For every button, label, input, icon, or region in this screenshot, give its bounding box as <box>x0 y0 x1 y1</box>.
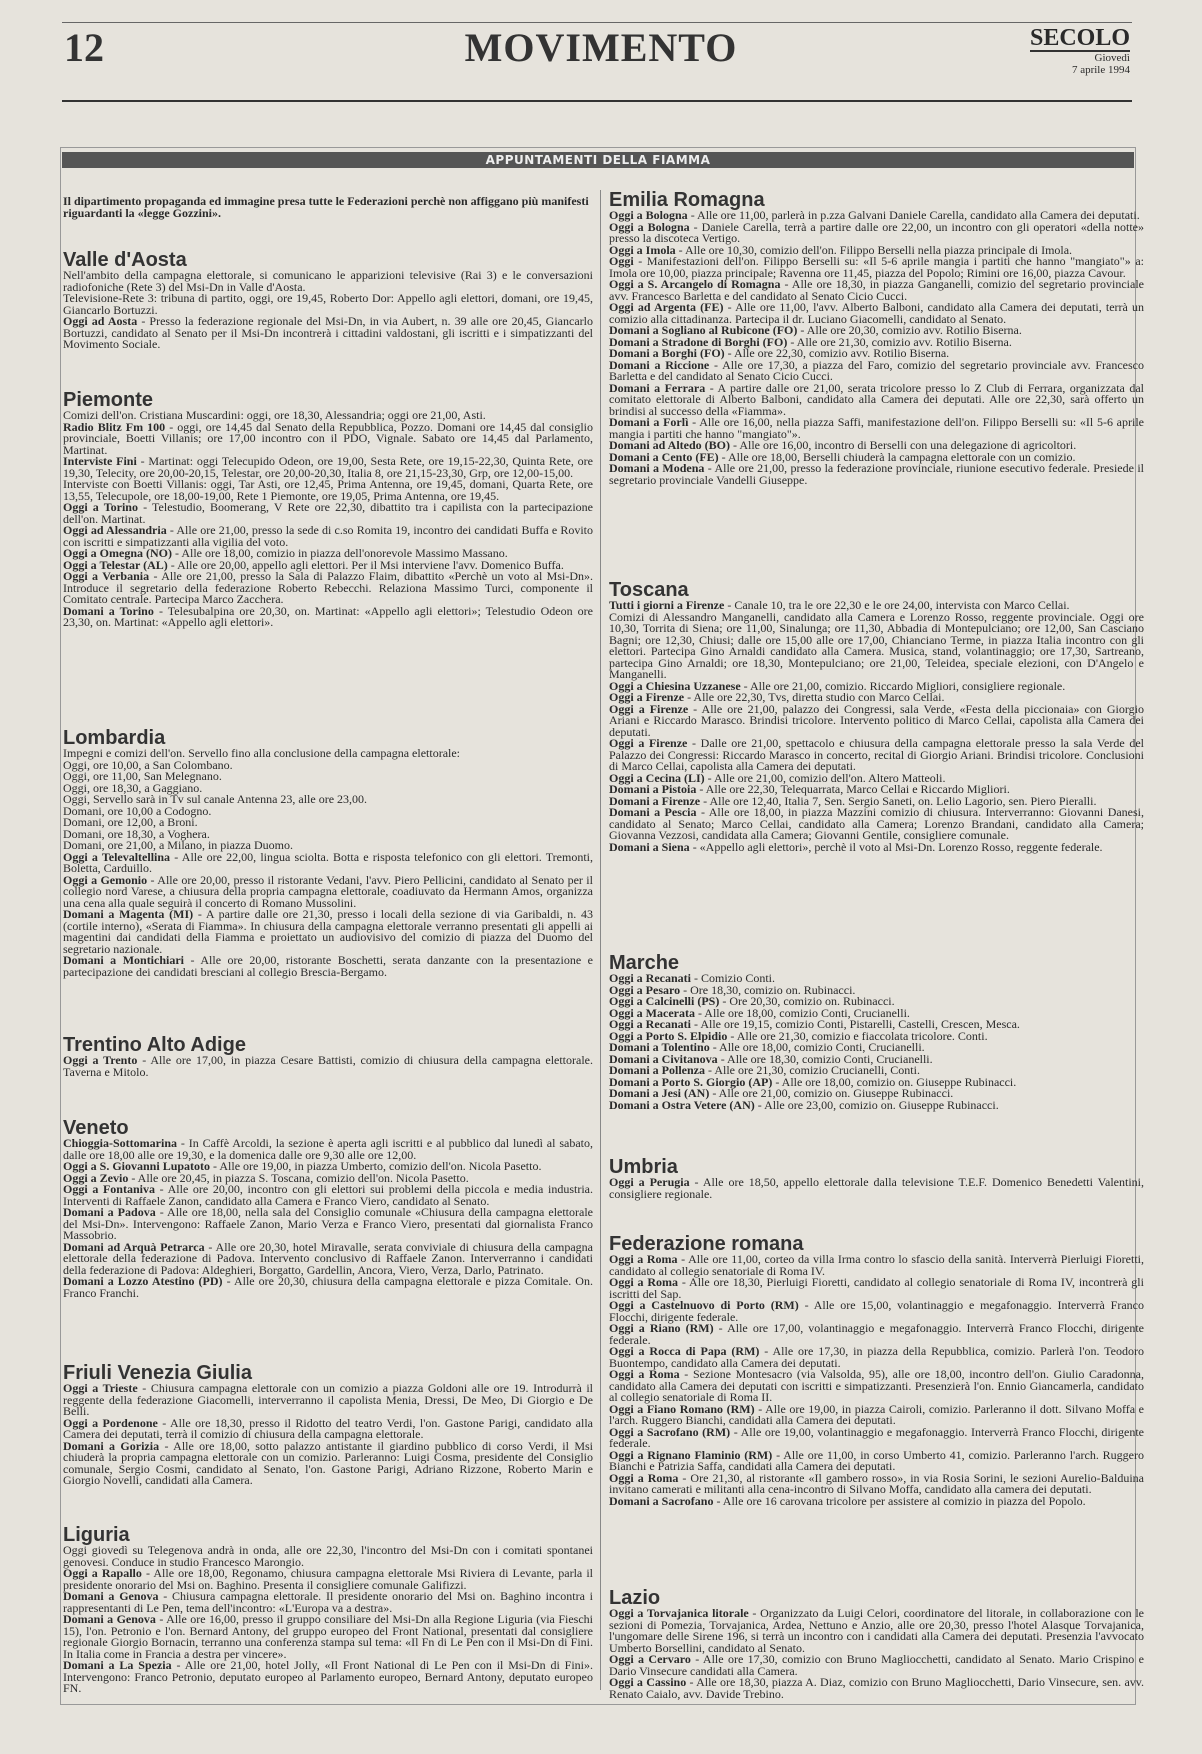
listing-lead: Domani a Padova <box>63 1205 156 1219</box>
listing-lead: Oggi a Chiesina Uzzanese <box>609 678 741 693</box>
masthead-day: Giovedì <box>1094 52 1130 64</box>
listing-entry: Oggi a Cervaro - Alle ore 17,30, comizio con Bruno Magliocchetti, candidato al Senato. Mario Crispino e Dario Vinsecure candidati alla Camera. <box>609 1652 1144 1678</box>
region-body <box>609 600 1144 853</box>
listing-lead: Domani a Jesi (AN) <box>609 1086 710 1100</box>
listing-lead: Domani a Forlì <box>609 415 689 429</box>
listing-entry: Oggi a Castelnuovo di Porto (RM) - Alle ore 15,00, volantinaggio e megafonaggio. Interverrà Franco Flocchi, dirigente federale. <box>609 1298 1144 1324</box>
region-lombardia <box>63 728 593 978</box>
listing-lead: Oggi a Pesaro <box>609 982 681 997</box>
region-lazio <box>609 1588 1144 1700</box>
listing-lead: Oggi a Trieste <box>63 1381 138 1395</box>
listing-entry: Oggi a Bologna - Alle ore 11,00, parlerà in p.zza Galvani Daniele Carella, candidato alla Camera dei deputati. <box>609 208 1140 222</box>
listing-lead: Oggi a Omegna (NO) <box>63 546 172 560</box>
region-trentino-alto-adige <box>63 1035 593 1078</box>
listing-entry: Domani, ore 10,00 a Codogno. <box>63 803 212 818</box>
listing-lead: Oggi a Gemonio <box>63 872 148 887</box>
region-title: Trentino Alto Adige <box>63 1034 246 1056</box>
listing-entry: Oggi a Torino - Telestudio, Boomerang, V Rete ore 22,30, dibattito tra i capilista con la partecipazione dell'on. Martinat. <box>63 500 594 526</box>
listing-lead: Domani a Torino <box>63 603 154 618</box>
listing-lead: Domani a Borghi (FO) <box>609 346 725 360</box>
listing-entry: Oggi a Riano (RM) - Alle ore 17,00, volantinaggio e megafonaggio. Interverrà Franco Flocchi, dirigente federale. <box>609 1321 1144 1347</box>
listing-entry: Oggi a Verbania - Alle ore 21,00, presso la Sala di Palazzo Flaim, dibattito «Perchè un voto al Msi-Dn». Introduce il segretario della federazione Roberto Rebecchi. Relaziona Massimo Turci, componente il Comitato centrale. Partecipa Marco Zacchera. <box>63 569 594 606</box>
listing-entry: Oggi a Fiano Romano (RM) - Alle ore 19,00, in piazza Cairoli, comizio. Parleranno il dott. Silvano Moffa e l'arch. Ruggero Bianchi, candidati alla Camera dei deputati. <box>609 1401 1144 1427</box>
region-friuli-venezia-giulia <box>63 1363 593 1487</box>
listing-entry: Domani a Sacrofano - Alle ore 16 carovana tricolore per assistere al comizio in piazza del Popolo. <box>609 1493 1086 1508</box>
listing-entry: Domani a Firenze - Alle ore 12,40, Italia 7, Sen. Sergio Saneti, on. Lelio Lagorio, sen. Piero Pieralli. <box>609 793 1097 808</box>
listing-lead: Oggi a Porto S. Elpidio <box>609 1028 728 1043</box>
listing-entry: Domani a Siena - «Appello agli elettori», perchè il voto al Msi-Dn. Lorenzo Rosso, reggente federale. <box>609 839 1103 854</box>
listing-entry: Oggi a Trento - Alle ore 17,00, in piazza Cesare Battisti, comizio di chiusura della campagna elettorale. Taverna e Mitolo. <box>63 1053 594 1079</box>
region-title: Marche <box>609 952 680 974</box>
listing-lead: Domani a Cento (FE) <box>609 449 719 464</box>
listing-entry: Chioggia-Sottomarina - In Caffè Arcoldi, la sezione è aperta agli iscritti e al pubblico dal lunedì al sabato, dalle ore 18,00 alle ore 19,30, e la domenica dalle ore 9,30 alle ore 12,00. <box>63 1136 593 1162</box>
masthead <box>1000 26 1130 76</box>
listing-entry: Oggi a Rignano Flaminio (RM) - Alle ore 11,00, in corso Umberto 41, comizio. Parleranno l'arch. Ruggero Bianchi e Patrizia Saffa, candidati alla Camera dei deputati. <box>609 1447 1144 1473</box>
listing-entry: Domani a Modena - Alle ore 21,00, presso la federazione provinciale, riunione esecutivo federale. Presiede il segretario provinciale Vandelli Giuseppe. <box>609 461 1144 487</box>
listing-lead: Oggi a Roma <box>609 1275 679 1289</box>
section-banner: APPUNTAMENTI DELLA FIAMMA <box>62 152 1134 168</box>
listing-entry: Domani a Riccione - Alle ore 17,30, a piazza del Faro, comizio del segretario provinciale avv. Francesco Barletta e del candidato al Senato Cicio Cucci. <box>609 357 1144 383</box>
listing-entry: Oggi a Bologna - Daniele Carella, terrà a partire dalle ore 22,00, un incontro con gli operatori «della notte» presso la discoteca Vertigo. <box>609 219 1144 245</box>
listing-entry: Domani a La Spezia - Alle ore 21,00, hotel Jolly, «Il Front National di Le Pen con il Msi-Dn di Fini». Intervengono: Franco Petronio, deputato europeo al Parlamento europeo, Bernard Antony, deputato europeo FN. <box>63 1658 593 1695</box>
listing-entry: Oggi a S. Arcangelo di Romagna - Alle ore 18,30, in piazza Ganganelli, comizio del segretario provinciale avv. Francesco Barletta e del candidato al Senato Cicio Cucci. <box>609 277 1144 303</box>
listing-entry: Radio Blitz Fm 100 - oggi, ore 14,45 dal Senato della Repubblica, Pozzo. Domani ore 14,45 dal consiglio provinciale, Boetti Villanis; ore 17,00 incontro con il PDO, Vignale. Sabato ore 14,45 dal Parlamento, Martinat. <box>63 419 593 457</box>
listing-entry: Comizi di Alessandro Manganelli, candidato alla Camera e Lorenzo Rosso, reggente provinciale. Oggi ore 10,30, Torrita di Siena; ore 11,00, Sinalunga; ore 11,30, Abbadia di Montepulciano; ore 12,00, San Casciano Bagni; ore 12,30, Chiusi; dalle ore 15,00 alle ore 17,00, Chianciano Terme, in piazza Italia incontro con gli elettori. Partecipa Gino Arnaldi candidato alla Camera. Musica, stand, volantinaggio; ore 17,30, Sartreano, partecipa Gino Arnaldi; ore 18,30, Montepulciano; ore 21,00, Teleidea, speciale elezioni, con D'Angelo e Manganelli. <box>609 609 1144 681</box>
region-title: Toscana <box>609 579 689 601</box>
listing-entry: Oggi a Torvajanica litorale - Organizzato da Luigi Celori, coordinatore del litorale, in collaborazione con le sezioni di Pomezia, Torvajanica, Ardea, Nettuno e Anzio, alle ore 20,30, presso l'hotel Alasque Torvajanica, l'ungomare delle Sirene 196, si terrà un incontro con i candidati alla Camera dei deputati. Presenzia l'avvocato Umberto Borsellini, candidato al Senato. <box>609 1606 1144 1655</box>
listing-entry: Oggi a Roma - Alle ore 18,30, Pierluigi Fioretti, candidato al collegio senatoriale di Roma IV, incontrerà gli iscritti del Sap. <box>609 1275 1144 1301</box>
region-body <box>63 1138 593 1299</box>
listing-lead: Oggi a Rapallo <box>63 1566 142 1580</box>
listing-lead: Tutti i giorni a Firenze <box>609 598 725 612</box>
listing-entry: Domani, ore 21,00, a Milano, in piazza Duomo. <box>63 838 293 852</box>
listing-lead: Oggi a Telestar (AL) <box>63 557 168 572</box>
listing-lead: Oggi a Fontaniva <box>63 1182 155 1196</box>
listing-entry: Oggi a Roma - Sezione Montesacro (via Valsolda, 95), alle ore 18,00, incontro dell'on. Giulio Caradonna, candidato alla Camera dei deputati con iscritti e simpatizzanti. Presenzierà l'on. Ennio Giancamerla, candidato al collegio senatoriale di Roma II. <box>609 1367 1144 1404</box>
region-toscana <box>609 580 1144 853</box>
listing-entry: Domani a Genova - Chiusura campagna elettorale. Il presidente onorario del Msi on. Baghino incontra i rappresentanti di Le Pen, tema dell'incontro: «L'Europa va a destra». <box>63 1589 593 1615</box>
listing-entry: Oggi a Cecina (LI) - Alle ore 21,00, comizio dell'on. Altero Matteoli. <box>609 770 946 785</box>
listing-entry: Oggi a Telestar (AL) - Alle ore 20,00, appello agli elettori. Per il Msi interviene l'avv. Domenico Buffa. <box>63 557 564 572</box>
region-body <box>63 1545 593 1695</box>
region-title: Emilia Romagna <box>609 189 765 211</box>
listing-entry: Oggi a Rocca di Papa (RM) - Alle ore 17,30, in piazza della Repubblica, comizio. Parlerà l'on. Teodoro Buontempo, candidato alla Camera dei deputati. <box>609 1344 1144 1370</box>
listing-entry: Oggi a Imola - Alle ore 10,30, comizio dell'on. Filippo Berselli nella piazza principale di Imola. <box>609 242 1073 257</box>
listing-entry: Domani a Tolentino - Alle ore 18,00, comizio Conti, Crucianelli. <box>609 1040 925 1054</box>
region-body <box>609 1177 1144 1200</box>
listing-entry: Oggi a Firenze - Alle ore 22,30, Tvs, diretta studio con Marco Cellai. <box>609 690 945 704</box>
listing-lead: Oggi a Roma <box>609 1470 679 1485</box>
listing-lead: Domani a Modena <box>609 461 705 475</box>
listing-lead: Oggi a Torino <box>63 500 138 514</box>
listing-entry: Oggi a Chiesina Uzzanese - Alle ore 21,00, comizio. Riccardo Migliori, consigliere regionale. <box>609 678 1066 693</box>
listing-lead: Domani a Ferrara <box>609 380 706 395</box>
listing-lead: Domani ad Arquà Petrarca <box>63 1239 205 1254</box>
region-liguria <box>63 1525 593 1695</box>
region-umbria <box>609 1157 1144 1200</box>
listing-lead: Oggi ad Aosta <box>63 314 138 328</box>
listing-entry: Domani a Pollenza - Alle ore 21,30, comizio Crucianelli, Conti. <box>609 1063 920 1077</box>
listing-entry: Domani a Padova - Alle ore 18,00, nella sala del Consiglio comunale «Chiusura della campagna elettorale del Msi-Dn». Intervengono: Raffaele Zanon, Mario Verza e Franco Viero, presentati dal giornalista Franco Massobrio. <box>63 1205 593 1242</box>
region-body <box>63 270 593 351</box>
region-body <box>609 210 1144 486</box>
region-title: Lazio <box>609 1587 661 1609</box>
listing-entry: Oggi a Televaltellina - Alle ore 22,00, lingua sciolta. Botta e risposta telefonico con gli elettori. Tremonti, Boletta, Carduillo. <box>63 849 594 875</box>
listing-entry: Impegni e comizi dell'on. Servello fino alla conclusione della campagna elettorale: <box>63 746 461 760</box>
listing-lead: Oggi a Rocca di Papa (RM) <box>609 1344 760 1358</box>
listing-entry: Domani a Lozzo Atestino (PD) - Alle ore 20,30, chiusura della campagna elettorale e pizza Comitale. On. Franco Franchi. <box>63 1274 593 1300</box>
region-body <box>63 1383 593 1487</box>
listing-lead: Oggi a S. Arcangelo di Romagna <box>609 277 781 291</box>
region-title: Lombardia <box>63 727 166 749</box>
listing-entry: Oggi a Roma - Alle ore 11,00, corteo da villa Irma contro lo sfascio della sanità. Interverrà Pierluigi Fioretti, candidato al collegio senatoriale di Roma IV. <box>609 1252 1144 1278</box>
listing-lead: Oggi a Rignano Flaminio (RM) <box>609 1447 773 1462</box>
listing-entry: Oggi a Calcinelli (PS) - Ore 20,30, comizio on. Rubinacci. <box>609 994 895 1008</box>
region-body <box>609 1608 1144 1700</box>
region-body <box>63 748 593 978</box>
listing-lead: Domani a La Spezia <box>63 1658 172 1672</box>
listing-lead: Oggi a Bologna <box>609 208 688 222</box>
listing-entry: Oggi ad Argenta (FE) - Alle ore 11,00, l'avv. Alberto Balboni, candidato alla Camera dei deputati, terrà un comizio alla cittadinanza. Partecipa il dr. Luciano Giacomelli, candidato al Senato. <box>609 300 1145 326</box>
listing-entry: Domani ad Altedo (BO) - Alle ore 16,00, incontro di Berselli con una delegazione di agricoltori. <box>609 438 1077 452</box>
listing-lead: Domani a Stradone di Borghi (FO) <box>609 334 788 349</box>
listing-entry: Oggi giovedì su Telegenova andrà in onda, alle ore 22,30, l'incontro del Msi-Dn con i comitati spontanei genovesi. Conduce in studio Francesco Marongio. <box>63 1543 593 1569</box>
listing-entry: Oggi, ore 11,00, San Melegnano. <box>63 769 222 783</box>
listing-lead: Oggi a Pordenone <box>63 1415 158 1430</box>
listing-entry: Oggi, Servello sarà in Tv sul canale Antenna 23, alle ore 23,00. <box>63 792 368 806</box>
listing-lead: Domani a Lozzo Atestino (PD) <box>63 1274 223 1288</box>
listing-entry: Domani, ore 18,30, a Voghera. <box>63 826 210 841</box>
listing-entry: Interviste con Boetti Villanis: oggi, Tar Asti, ore 12,45, Prima Antenna, ore 19,45, domani, Quarta Rete, ore 13,55, Telecupole, ore 18,00-19,00, Rete 1 Piemonte, ore 19,05, Prima Antenna, ore 19,45. <box>63 477 593 503</box>
region-piemonte <box>63 390 593 629</box>
region-title: Valle d'Aosta <box>63 249 187 271</box>
listing-lead: Oggi a Recanati <box>609 971 691 985</box>
region-emilia-romagna <box>609 190 1144 486</box>
listing-entry: Domani a Stradone di Borghi (FO) - Alle ore 21,30, comizio avv. Rotilio Biserna. <box>609 334 1012 349</box>
listing-lead: Oggi a Cervaro <box>609 1652 691 1666</box>
listing-lead: Oggi a Torvajanica litorale <box>609 1606 749 1620</box>
listing-entry: Comizi dell'on. Cristiana Muscardini: oggi, ore 18,30, Alessandria; oggi ore 21,00, Asti. <box>63 408 486 422</box>
listing-lead: Domani a Pescia <box>609 805 697 819</box>
listing-lead: Domani a Firenze <box>609 793 701 808</box>
listing-entry: Oggi a Macerata - Alle ore 18,00, comizio Conti, Crucianelli. <box>609 1005 910 1020</box>
listing-entry: Oggi a Porto S. Elpidio - Alle ore 21,30, comizio e fiaccolata tricolore. Conti. <box>609 1028 988 1043</box>
listing-lead: Domani a Porto S. Giorgio (AP) <box>609 1074 773 1089</box>
region-valle-d-aosta <box>63 250 593 351</box>
region-title: Friuli Venezia Giulia <box>63 1362 252 1384</box>
page-number: 12 <box>64 25 104 70</box>
listing-entry: Domani a Civitanova - Alle ore 18,30, comizio Conti, Crucianelli. <box>609 1051 933 1066</box>
listing-entry: Tutti i giorni a Firenze - Canale 10, tra le ore 22,30 e le ore 24,00, intervista con Marco Cellai. <box>609 598 1070 612</box>
listing-entry: Oggi ad Aosta - Presso la federazione regionale del Msi-Dn, in via Aubert, n. 39 alle ore 20,45, Giancarlo Bortuzzi, candidato al Senato per il Msi-Dn incontrerà i cittadini valdostani, gli iscritti e i simpatizzanti del Movimento Sociale. <box>63 314 593 351</box>
listing-entry: Domani a Forlì - Alle ore 16,00, nella piazza Saffi, manifestazione dell'on. Filippo Berselli su: «Il 5-6 aprile mangia i partiti che hanno "mangiato"». <box>609 415 1144 441</box>
region-title: Piemonte <box>63 389 154 411</box>
region-body <box>609 973 1144 1111</box>
listing-entry: Domani a Jesi (AN) - Alle ore 21,00, comizio on. Giuseppe Rubinacci. <box>609 1086 954 1100</box>
listing-lead: Oggi a Bologna <box>609 219 690 234</box>
listing-entry: Oggi a Fontaniva - Alle ore 20,00, incontro con gli elettori sui problemi della piccola e media industria. Interventi di Raffaele Zanon, candidato alla Camera e Franco Viero, candidato al Senato. <box>63 1182 593 1208</box>
listing-lead: Oggi a Macerata <box>609 1005 695 1020</box>
region-veneto <box>63 1118 593 1299</box>
listing-lead: Oggi a Firenze <box>609 736 688 750</box>
listing-lead: Oggi a Roma <box>609 1252 678 1266</box>
listing-lead: Oggi a S. Giovanni Lupatoto <box>63 1159 211 1173</box>
listing-entry: Oggi a Sacrofano (RM) - Alle ore 19,00, volantinaggio e megafonaggio. Interverrà Franco Flocchi, dirigente federale. <box>609 1424 1144 1450</box>
listing-lead: Oggi ad Argenta (FE) <box>609 300 724 314</box>
listing-entry: Domani a Ostra Vetere (AN) - Alle ore 23,00, comizio on. Giuseppe Rubinacci. <box>609 1097 999 1112</box>
listing-lead: Oggi ad Alessandria <box>63 523 167 537</box>
listing-lead: Domani ad Altedo (BO) <box>609 438 731 452</box>
region-federazione-romana <box>609 1234 1144 1507</box>
listing-lead: Oggi a Zevio <box>63 1170 129 1185</box>
listing-lead: Oggi a Firenze <box>609 690 685 704</box>
region-marche <box>609 953 1144 1111</box>
intro-paragraph: Il dipartimento propaganda ed immagine presa tutte le Federazioni perchè non affiggano più manifesti riguardanti la «legge Gozzini». <box>63 194 589 220</box>
listing-entry: Televisione-Rete 3: tribuna di partito, oggi, ore 19,45, Roberto Dor: Appello agli elettori, domani, ore 19,45, Giancarlo Bortuzzi. <box>63 291 593 317</box>
top-rule <box>62 22 1132 23</box>
listing-lead: Oggi a Verbania <box>63 569 150 583</box>
listing-entry: Oggi a Pordenone - Alle ore 18,30, presso il Ridotto del teatro Verdi, l'on. Gastone Parigi, candidato alla Camera dei deputati, terrà il comizio di chiusura della campagna elettorale. <box>63 1415 593 1441</box>
listing-lead: Oggi a Riano (RM) <box>609 1321 714 1335</box>
listing-entry: Domani a Porto S. Giorgio (AP) - Alle ore 18,00, comizio on. Giuseppe Rubinacci. <box>609 1074 1017 1089</box>
masthead-date: 7 aprile 1994 <box>1071 64 1130 76</box>
listing-lead: Oggi a Cassino <box>609 1675 687 1689</box>
listing-lead: Interviste Fini <box>63 454 137 468</box>
listing-lead: Domani a Magenta (MI) <box>63 907 194 921</box>
listing-lead: Oggi a Perugia <box>609 1175 690 1189</box>
listing-entry: Domani a Borghi (FO) - Alle ore 22,30, comizio avv. Rotilio Biserna. <box>609 346 950 360</box>
column-divider <box>600 190 601 1690</box>
region-body <box>609 1254 1144 1507</box>
listing-lead: Oggi a Imola <box>609 242 676 257</box>
listing-entry: Oggi a Recanati - Comizio Conti. <box>609 971 775 985</box>
listing-lead: Domani a Civitanova <box>609 1051 718 1066</box>
listing-entry: Oggi a Recanati - Alle ore 19,15, comizio Conti, Pistarelli, Castelli, Crescen, Mesca. <box>609 1017 1020 1031</box>
listing-entry: Oggi a S. Giovanni Lupatoto - Alle ore 19,00, in piazza Umberto, comizio dell'on. Nicola Pasetto. <box>63 1159 542 1173</box>
listing-lead: Domani a Sogliano al Rubicone (FO) <box>609 323 798 337</box>
listing-entry: Domani a Genova - Alle ore 16,00, presso il gruppo consiliare del Msi-Dn alla Regione Liguria (via Fieschi 15), l'on. Petronio e l'on. Bernard Antony, del gruppo europeo del Front National, presentati dal consigliere regionale Giorgio Bornacin, terranno una conferenza stampa sul tema: «Il Fn di Le Pen con il Msi-Dn di Fini. In Italia come in Francia a destra per vincere». <box>63 1612 593 1661</box>
listing-lead: Oggi a Firenze <box>609 701 689 716</box>
listing-lead: Domani a Montichiari <box>63 953 185 967</box>
listing-entry: Oggi - Manifestazioni dell'on. Filippo Berselli su: «Il 5-6 aprile mangia i partiti che hanno "mangiato"» a: Imola ore 10,00, piazza principale; Ravenna ore 11,45, piazza del Popolo; Rimini ore 16,00, piazza Cavour. <box>609 254 1144 280</box>
region-title: Federazione romana <box>609 1233 804 1255</box>
listing-entry: Oggi a Pesaro - Ore 18,30, comizio on. Rubinacci. <box>609 982 856 997</box>
listing-lead: Domani a Gorizia <box>63 1438 160 1453</box>
listing-lead: Chioggia-Sottomarina <box>63 1136 177 1150</box>
listing-lead: Domani a Riccione <box>609 357 710 372</box>
listing-entry: Domani a Torino - Telesubalpina ore 20,30, on. Martinat: «Appello agli elettori»; Telestudio Odeon ore 23,30, on. Martinat: «Appello agli elettori». <box>63 603 593 629</box>
masthead-name: SECOLO <box>1029 25 1130 51</box>
listing-entry: Oggi a Perugia - Alle ore 18,50, appello elettorale dalla televisione T.E.F. Domenico Benedetti Valentini, consigliere regionale. <box>609 1175 1144 1201</box>
header-rule <box>62 100 1132 102</box>
listing-entry: Domani ad Arquà Petrarca - Alle ore 20,30, hotel Miravalle, serata conviviale di chiusura della campagna elettorale della federazione di Padova. Intervento conclusivo di Raffaele Zanon. Interverranno i candidati della federazione di Padova: Aldeghieri, Borgatto, Gardellin, Ancora, Viero, Verza, Darlo, Patrinato. <box>63 1239 593 1277</box>
listing-entry: Oggi a Firenze - Dalle ore 21,00, spettacolo e chiusura della campagna elettorale presso la sala Verde del Palazzo dei Congressi: Riccardo Marasco in concerto, recital di Giorgio Ariani. Brindisi tricolore. Conclusioni di Marco Cellai, capolista alla Camera dei deputati. <box>609 736 1145 773</box>
listing-lead: Domani a Genova <box>63 1612 156 1626</box>
listing-lead: Oggi a Recanati <box>609 1017 691 1031</box>
listing-entry: Oggi ad Alessandria - Alle ore 21,00, presso la sede di c.so Romita 19, incontro dei candidati Buffa e Rovito con iscritti e simpatizzanti alla vigilia del voto. <box>63 523 593 549</box>
listing-entry: Oggi a Zevio - Alle ore 20,45, in piazza S. Toscana, comizio dell'on. Nicola Pasetto. <box>63 1170 469 1185</box>
listing-lead: Oggi a Sacrofano (RM) <box>609 1424 731 1439</box>
listing-entry: Oggi a Trieste - Chiusura campagna elettorale con un comizio a piazza Goldoni alle ore 19. Introdurrà il reggente della federazione Giacomelli, interverranno il capolista Menia, Dressi, De Meo, Di Giorgio e De Belli. <box>63 1381 594 1418</box>
listing-entry: Oggi a Roma - Ore 21,30, al ristorante «Il gambero rosso», in via Rosia Sorini, le sezioni Aurelio-Balduina invitano camerati e militanti alla cena-incontro di Silvano Moffa, candidato alla camera dei deputati. <box>609 1470 1144 1496</box>
listing-lead: Domani a Pollenza <box>609 1063 705 1077</box>
listing-entry: Domani a Montichiari - Alle ore 20,00, ristorante Boschetti, serata danzante con la presentazione e partecipazione dei candidati bresciani al collegio Brescia-Bergamo. <box>63 953 593 979</box>
region-body <box>63 1055 593 1078</box>
listing-entry: Domani a Pistoia - Alle ore 22,30, Telequarrata, Marco Cellai e Riccardo Migliori. <box>609 782 1010 796</box>
listing-entry: Domani, ore 12,00, a Broni. <box>63 815 198 829</box>
listing-entry: Domani a Pescia - Alle ore 18,00, in piazza Mazzini comizio di chiusura. Interverranno: Giovanni Danesi, candidato al Senato; Marco Cellai, candidato alla Camera; Lorenzo Brandani, candidato alla Camera; Giovanna Vezzosi, candidata alla Camera; Giovanni Gentile, consigliere comunale. <box>609 805 1145 842</box>
listing-entry: Oggi a Gemonio - Alle ore 20,00, presso il ristorante Vedani, l'avv. Piero Pellicini, candidato al Senato per il collegio nord Varese, a chiusura della propria campagna elettorale, coadiuvato da Hermann Amos, organizza una cena alla quale seguirà il concerto di Romano Mussolini. <box>63 872 593 910</box>
left-column <box>63 190 594 1695</box>
listing-entry: Oggi a Firenze - Alle ore 21,00, palazzo dei Congressi, sala Verde, «Festa della piccionaia» con Giorgio Ariani e Riccardo Marasco. Brindisi tricolore. Intervento politico di Marco Cellai, capolista alla Camera dei deputati. <box>609 701 1145 739</box>
listing-lead: Oggi a Trento <box>63 1053 138 1067</box>
listing-entry: Oggi a Cassino - Alle ore 18,30, piazza A. Diaz, comizio con Bruno Magliocchetti, Dario Vinsecure, sen. avv. Renato Caialo, avv. Davide Trebino. <box>609 1675 1144 1701</box>
listing-lead: Domani a Sacrofano <box>609 1493 714 1508</box>
listing-lead: Domani a Genova <box>63 1589 159 1603</box>
listing-lead: Oggi <box>609 254 634 268</box>
section-title: MOVIMENTO <box>464 25 738 70</box>
listing-lead: Oggi a Roma <box>609 1367 680 1381</box>
listing-entry: Domani a Cento (FE) - Alle ore 18,00, Berselli chiuderà la campagna elettorale con un comizio. <box>609 449 1076 464</box>
listing-lead: Oggi a Calcinelli (PS) <box>609 994 720 1008</box>
listing-entry: Oggi, ore 10,00, a San Colombano. <box>63 757 233 772</box>
listing-lead: Domani a Siena <box>609 839 690 854</box>
listing-entry: Nell'ambito della campagna elettorale, si comunicano le apparizioni televisive (Rai 3) e le conversazioni radiofoniche (Rete 3) del Msi-Dn in Valle d'Aosta. <box>63 268 593 294</box>
listing-lead: Oggi a Fiano Romano (RM) <box>609 1401 755 1416</box>
listing-entry: Oggi a Omegna (NO) - Alle ore 18,00, comizio in piazza dell'onorevole Massimo Massano. <box>63 546 508 560</box>
region-body <box>63 410 593 629</box>
region-title: Umbria <box>609 1156 678 1178</box>
listing-entry: Domani a Sogliano al Rubicone (FO) - Alle ore 20,30, comizio avv. Rotilio Biserna. <box>609 323 1022 337</box>
listing-entry: Interviste Fini - Martinat: oggi Telecupido Odeon, ore 19,00, Sesta Rete, ore 19,15-22,30, Quinta Rete, ore 19,30, Telecity, ore 20,00-20,15, Telestar, ore 20,00-20,30, Italia 8, ore 21,15-23,30, Grp, ore 12,00-15,00. <box>63 454 593 480</box>
listing-lead: Radio Blitz Fm 100 <box>63 419 166 434</box>
listing-entry: Oggi a Rapallo - Alle ore 18,00, Regonamo, chiusura campagna elettorale Msi Riviera di Levante, parla il presidente onorario del Msi on. Baghino. Presenta il consigliere comunale Galifizzi. <box>63 1566 593 1592</box>
listing-entry: Domani a Magenta (MI) - A partire dalle ore 21,30, presso i locali della sezione di via Garibaldi, n. 43 (cortile interno), «Serata di Fiamma». In chiusura della campagna elettorale verranno presentati gli appelli ai magentini dai candidati della Fiamma e proiettato un audiovisivo del comizio di piazza del Duomo del segretario nazionale. <box>63 907 593 956</box>
listing-entry: Oggi, ore 18,30, a Gaggiano. <box>63 780 203 795</box>
listing-lead: Domani a Tolentino <box>609 1040 710 1054</box>
region-title: Liguria <box>63 1524 130 1546</box>
listing-lead: Oggi a Televaltellina <box>63 849 171 864</box>
listing-lead: Domani a Pistoia <box>609 782 697 796</box>
listing-lead: Oggi a Castelnuovo di Porto (RM) <box>609 1298 799 1312</box>
listing-entry: Domani a Ferrara - A partire dalle ore 21,00, serata tricolore presso lo Z Club di Ferrara, organizzata dal comitato elettorale di Alberto Balboni, candidato alla Camera dei deputati. Alle ore 22,30, sarà offerto un brindisi al successo della «Fiamma». <box>609 380 1145 418</box>
listing-entry: Domani a Gorizia - Alle ore 18,00, sotto palazzo antistante il giardino pubblico di corso Verdi, il Msi chiuderà la propria campagna elettorale con un comizio. Parleranno: Luigi Cosma, presidente del Consiglio comunale, Sergio Cosmi, candidato al Senato, l'on. Gastone Parigi, Adriano Rizzone, Roberto Marin e Giorgio Novelli, candidati alla Camera. <box>63 1438 594 1487</box>
listing-lead: Oggi a Cecina (LI) <box>609 770 705 785</box>
region-title: Veneto <box>63 1117 129 1139</box>
listing-lead: Domani a Ostra Vetere (AN) <box>609 1097 755 1112</box>
